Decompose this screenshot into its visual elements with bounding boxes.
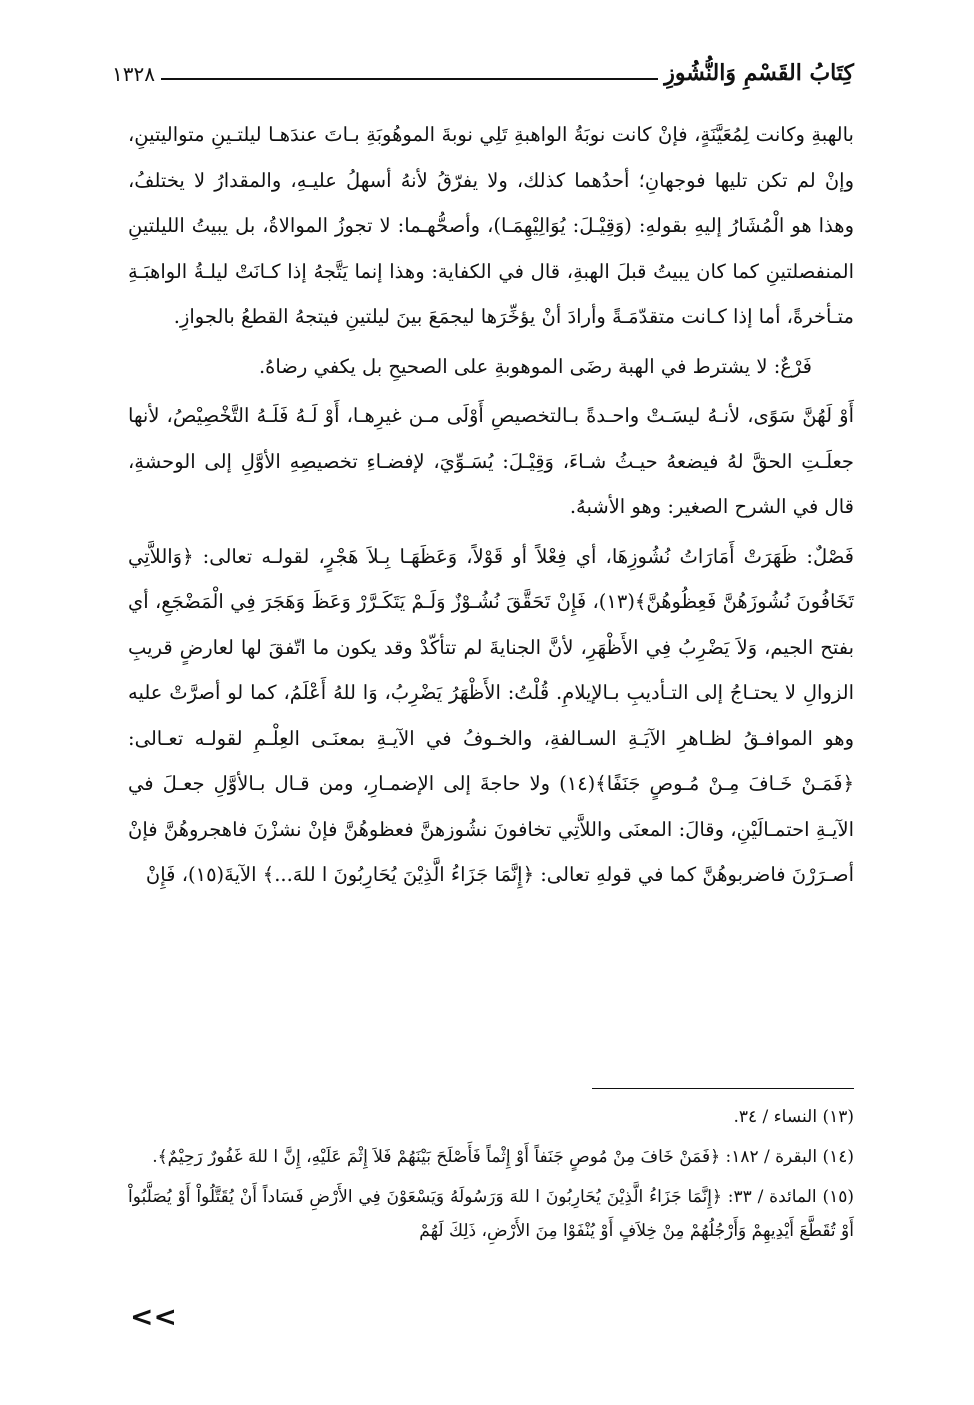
page-header [112, 52, 854, 86]
footnote-14: (١٤) البقرة / ١٨٢: ﴿فَمَنْ خَافَ مِنْ مُوصٍ جَنَفاً أَوْ إِثْماً فَأَصْلَحَ بَيْنَهُمْ فَلاَ إِثْمَ عَلَيْهِ، إِنَّ ا للهَ غَفُورٌ رَحِيْمٌ﴾. [152, 1147, 854, 1167]
footnote-15: (١٥) المائدة / ٣٣: ﴿إِنَّمَا جَزَاءُ الَّذِيْنَ يُحَارِبُونَ ا للهَ وَرَسُولَهُ وَيَسْعَوْنَ فِي الأَرْضِ فَسَاداً أَنْ يُقَتَّلُواْ أَوْ يُصَلَّبُواْ أَوْ تُقَطَّعَ أَيْدِيهِمْ وَأَرْجُلُهُمْ مِنْ خِلاَفٍ أَوْ يُنْفَوْا مِنَ الأَرْضِ، ذَلِكَ لَهُمْ [128, 1187, 854, 1241]
paragraph-1: بالهبةِ وكانت لِمُعَيَّنَةٍ، فإنْ كانت نوبَةُ الواهبةِ تَلِي نوبةَ الموهُوبَةِ بـاتَ عندَهـا ليلتـينِ متواليتينِ، وإنْ لم تكن تليها فوجهانِ؛ أحدُهما كذلك، ولا يفرّقُ لأنهُ أسهلُ عليـهِ، والمقدارُ لا يختلفُ، وهذا هو الْمُشَارُ إليهِ بقولهِ: (وَقِيْـلَ: يُوَالِيْهِمَـا)، وأصحُّهـما: لا تجوزُ الموالاةُ، بل يبيتُ الليلتينِ المنفصلتينِ كما كان يبيتُ قبلَ الهبةِ، قال في الكفاية: وهذا إنما يَتَّجهُ إذا كـانَتْ ليلـةُ الواهبَـةِ متـأخرةً، أما إذا كـانت متقدّمَـةً وأرادَ أنْ يؤخِّرَها ليجمَعَ بينَ ليلتينِ فيتجهُ القطعُ بالجوازِ. [128, 123, 854, 328]
running-title: كِتَابُ القَسْمِ وَالنُّشُوزِ [664, 60, 854, 86]
header-rule [161, 78, 658, 80]
continuation-mark: << [130, 1300, 177, 1333]
paragraph-3: أَوْ لَهُنَّ سَوًى، لأنـهُ ليسَـتْ واحـدةً بـالتخصيصِ أَوْلَى مـن غيرِهـا، أَوْ لَـهُ فَلَـهُ التَّخْصِيْصُ، لأنها جعلَـتِ الحقَّ لهُ فيضعهُ حيـثُ شـاءَ، وَقِيْـلَ: يُسَـوِّيَ، لإفضـاءِ تخصيصِهِ الأوَّلِ إلى الوحشةِ، قال في الشرح الصغير: وهو الأشبهُ. [128, 404, 854, 518]
paragraph-4: فَصْلٌ: ظَهَرَتْ أَمَارَاتُ نُشُوزِهَا، أي فِعْلاً أو قَوْلاً، وَعَظَهَـا بِـلاَ هَجْرٍ، لقولـه تعالى: ﴿وَاللاَّتِي تَخَافُونَ نُشُوزَهُنَّ فَعِظُوهُنَّ﴾(١٣)، فَإِنْ تَحَقَّقَ نُشُـوْزٌ وَلَـمْ يَتَكَـرَّرْ وَعَظَ وَهَجَرَ فِي الْمَضْجَعِ، أي بفتح الجيم، وَلاَ يَضْرِبُ فِي الأَظْهَرِ، لأنَّ الجنايةَ لم تتأكّدْ وقد يكون ما اتّفقَ لها لعارضٍ قريبِ الزوالِ لا يحتـاجُ إلى التـأديبِ بـالإيلامِ. قُلْتُ: الأَظْهَرُ يَضْرِبُ، وَا للهُ أَعْلَمُ، كما لو أصرَّتْ عليه وهو الموافـقُ لظـاهرِ الآيَـةِ السـالفةِ، والخـوفُ في الآيـةِ بمعنَـى العِلْـمِ لقولـه تعـالى: ﴿فَمَـنْ خَـافَ مِـنْ مُـوصٍ جَنَفًا﴾(١٤) ولا حاجةَ إلى الإضمـارِ، ومن قـال بـالأوَّلِ جعـلَ في الآيـةِ احتمـالَيْنِ، وقالَ: المعنَى واللاَّتِي تخافونَ نشُوزهنَّ فعظوهُنَّ فإنْ نشزْنَ فاهجروهُنَّ فإنْ أصـرَرْنَ فاضربوهُنَّ كما في قولهِ تعالى: ﴿إِنَّمَا جَزَاءُ الَّذِيْنَ يُحَارِبُونَ ا للهَ...﴾ الآيةَ(١٥)، فَإِنْ [128, 544, 855, 886]
footnote-13: (١٣) النساء / ٣٤. [733, 1107, 854, 1127]
paragraph-2: فَرْعٌ: لا يشترط في الهبة رضَى الموهوبةِ على الصحيحِ بل يكفي رضاهُ. [258, 354, 812, 378]
main-text [128, 112, 854, 902]
page-number: ١٣٢٨ [112, 62, 155, 86]
footnote-separator [592, 1088, 854, 1089]
footnotes [128, 1100, 854, 1254]
